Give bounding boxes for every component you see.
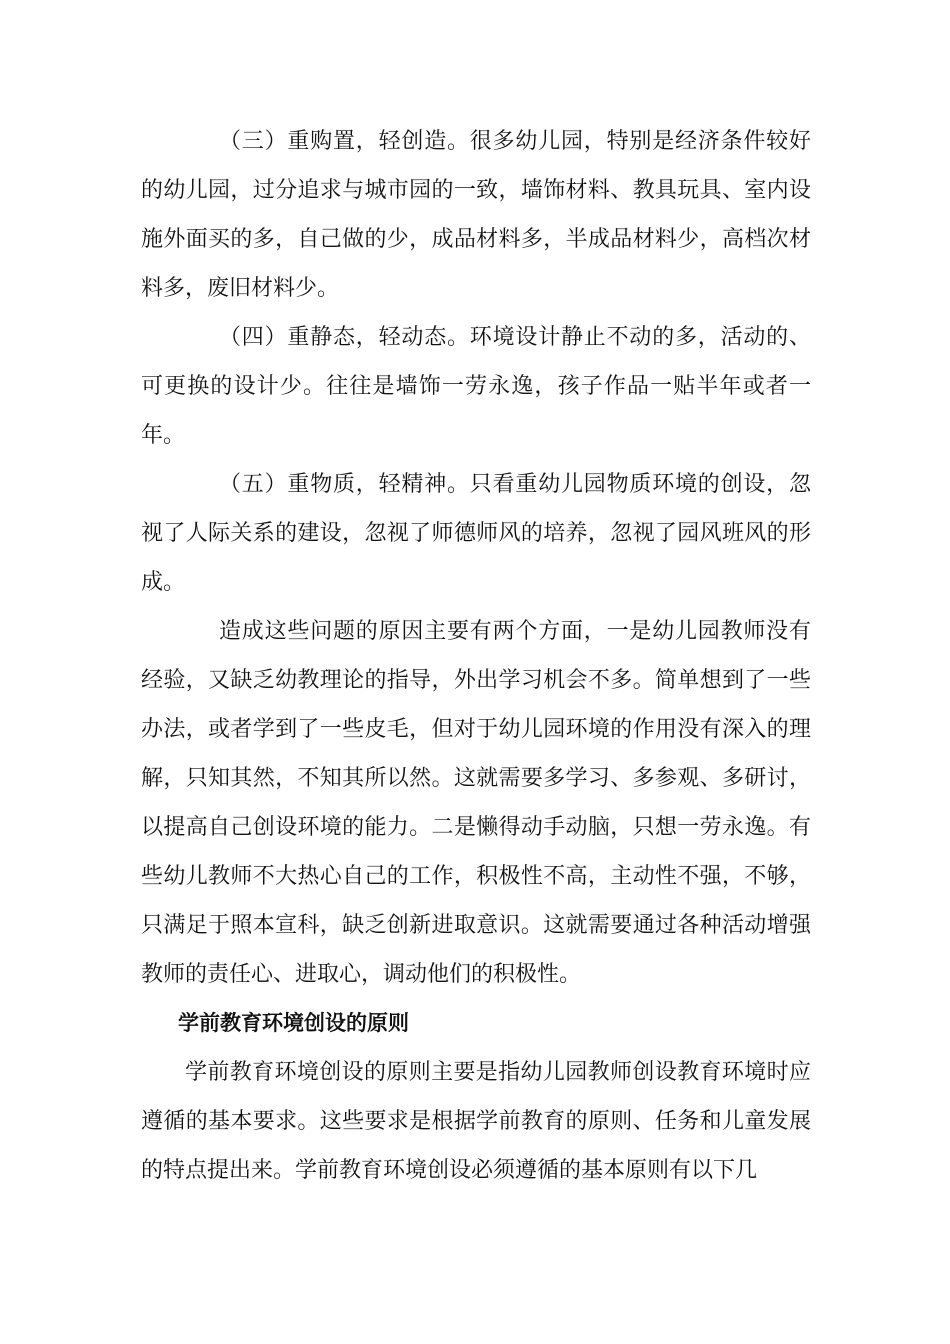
paragraph-static-over-dynamic: （四）重静态，轻动态。环境设计静止不动的多，活动的、可更换的设计少。往往是墙饰一劳永逸，孩子作品一贴半年或者一年。 (141, 325, 811, 448)
paragraph-causes: 造成这些问题的原因主要有两个方面，一是幼儿园教师没有经验，又缺乏幼教理论的指导，外出学习机会不多。简单想到了一些办法，或者学到了一些皮毛，但对于幼儿园环境的作用没有深入的理解，只知其然，不知其所以然。这就需要多学习、多参观、多研讨，以提高自己创设环境的能力。二是懒得动手动脑，只想一劳永逸。有些幼儿教师不大热心自己的工作，积极性不高，主动性不强，不够，只满足于照本宣科，缺乏创新进取意识。这就需要通过各种活动增强教师的责任心、进取心，调动他们的积极性。 (141, 619, 811, 987)
paragraph-principles-intro: 学前教育环境创设的原则主要是指幼儿园教师创设教育环境时应遵循的基本要求。这些要求是根据学前教育的原则、任务和儿童发展的特点提出来。学前教育环境创设必须遵循的基本原则有以下几 (141, 1060, 811, 1183)
document-body (141, 117, 811, 1195)
section-heading: 学前教育环境创设的原则 (178, 1011, 409, 1035)
paragraph-purchase-over-creation: （三）重购置，轻创造。很多幼儿园，特别是经济条件较好的幼儿园，过分追求与城市园的一致，墙饰材料、教具玩具、室内设施外面买的多，自己做的少，成品材料多，半成品材料少，高档次材料多，废旧材料少。 (141, 129, 811, 301)
paragraph-material-over-spiritual: （五）重物质，轻精神。只看重幼儿园物质环境的创设，忽视了人际关系的建设，忽视了师德师风的培养，忽视了园风班风的形成。 (141, 472, 811, 595)
